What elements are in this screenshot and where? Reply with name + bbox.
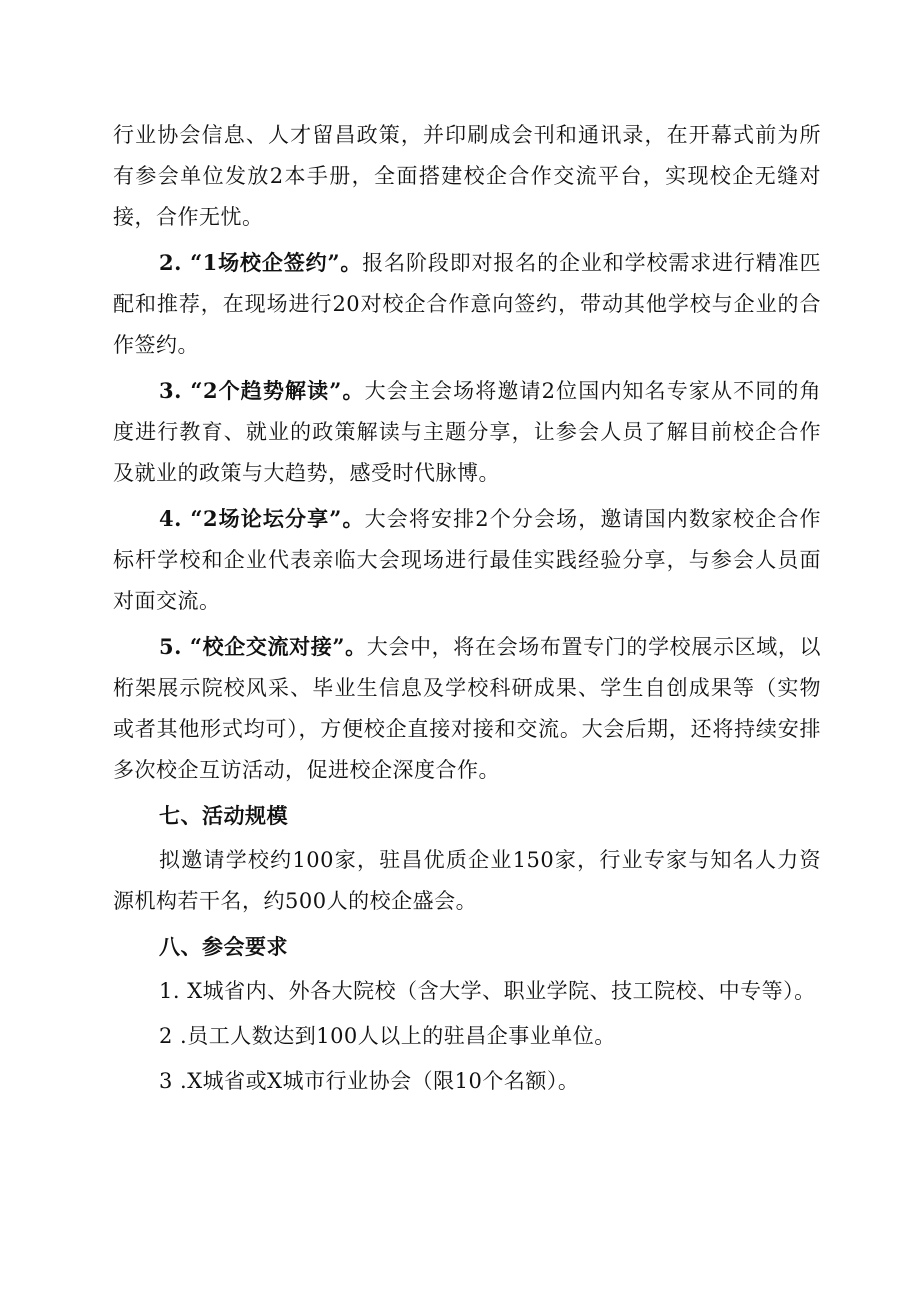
document-page — [113, 115, 821, 1102]
item-forum-body: 大会将安排2个分会场，邀请国内数家校企合作标杆学校和企业代表亲临大会现场进行最佳实践经验分享，与参会人员面对面交流。 — [113, 507, 821, 613]
item-forum — [113, 498, 821, 622]
continuation-paragraph: 行业协会信息、人才留昌政策，并印刷成会刊和通讯录，在开幕式前为所有参会单位发放2本手册，全面搭建校企合作交流平台，实现校企无缝对接，合作无忧。 — [113, 123, 821, 229]
item-signing-body: 报名阶段即对报名的企业和学校需求进行精准匹配和推荐，在现场进行20对校企合作意向签约，带动其他学校与企业的合作签约。 — [113, 251, 821, 357]
section8-heading: 八、参会要求 — [159, 934, 288, 959]
requirement-item-1: 1. X城省内、外各大院校（含大学、职业学院、技工院校、中专等）。 — [159, 979, 816, 1003]
item-exchange-body: 大会中，将在会场布置专门的学校展示区域，以桁架展示院校风采、毕业生信息及学校科研成果、学生自创成果等（实物或者其他形式均可），方便校企直接对接和交流。大会后期，还将持续安排多次校企互访活动，促进校企深度合作。 — [113, 635, 821, 782]
section7-heading: 七、活动规模 — [159, 803, 288, 828]
item-exchange — [113, 626, 821, 791]
section7-body: 拟邀请学校约100家，驻昌优质企业150家，行业专家与知名人力资源机构若干名，约500人的校企盛会。 — [113, 848, 821, 913]
requirement-item-2: 2 .员工人数达到100人以上的驻昌企事业单位。 — [159, 1024, 616, 1048]
item-trend — [113, 370, 821, 494]
requirement-item-3: 3 .X城省或X城市行业协会（限10个名额）。 — [159, 1069, 580, 1093]
item-exchange-lead: 5. “校企交流对接”。 — [159, 634, 367, 659]
item-trend-body: 大会主会场将邀请2位国内知名专家从不同的角度进行教育、就业的政策解读与主题分享，让参会人员了解目前校企合作及就业的政策与大趋势，感受时代脉博。 — [113, 379, 821, 485]
item-signing-lead: 2. “1场校企签约”。 — [159, 250, 363, 275]
item-trend-lead: 3. “2个趋势解读”。 — [159, 378, 365, 403]
item-signing — [113, 242, 821, 366]
item-forum-lead: 4. “2场论坛分享”。 — [159, 506, 365, 531]
